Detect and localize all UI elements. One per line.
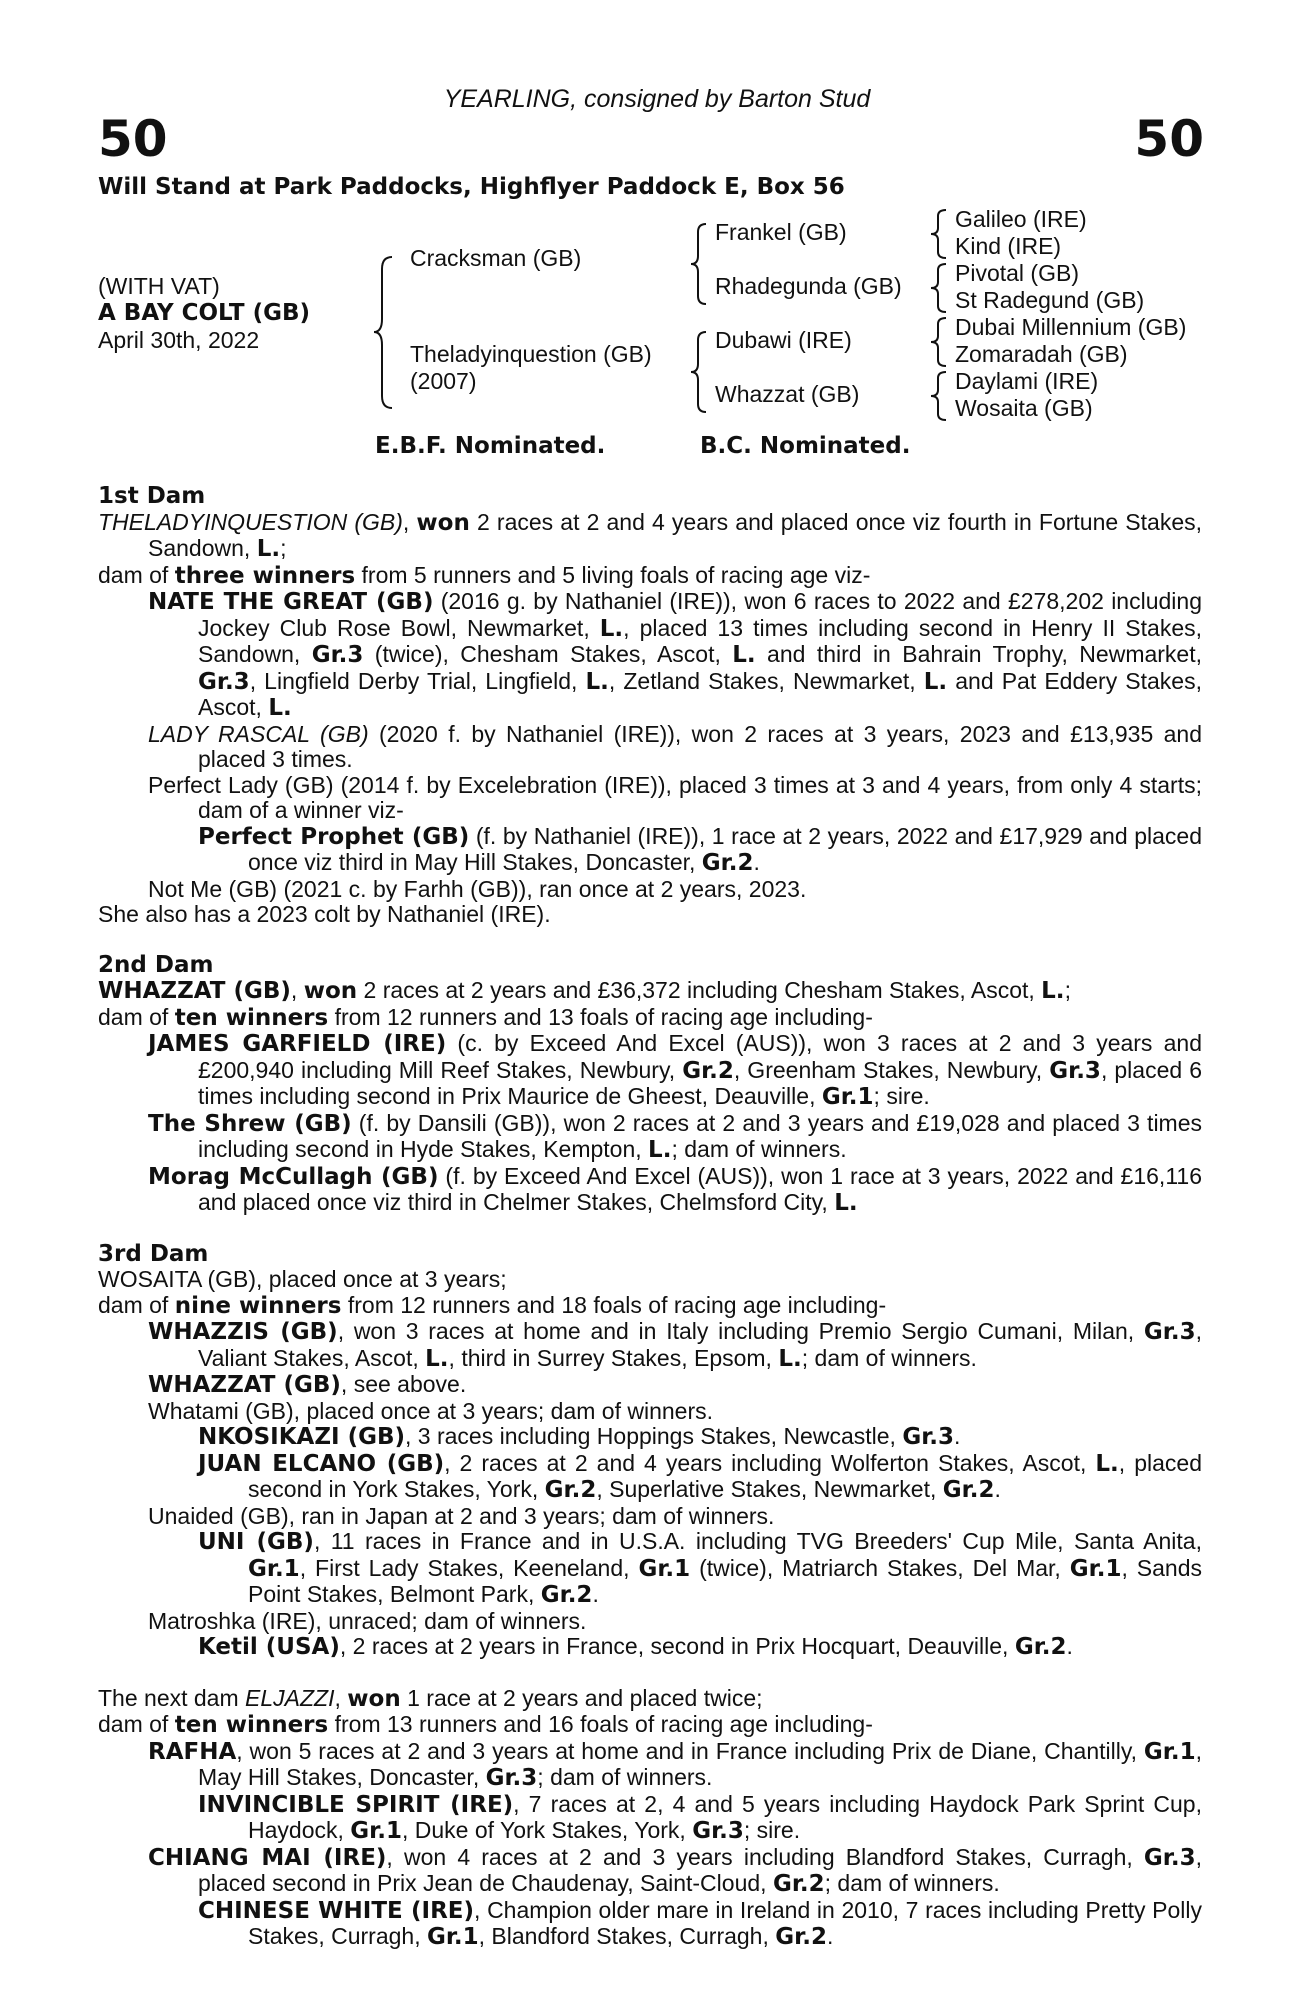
produce-entry: Matroshka (IRE), unraced; dam of winners. (148, 1607, 587, 1634)
produce-entry: WHAZZAT (GB), see above. (148, 1371, 467, 1398)
granddam-4: Wosaita (GB) (955, 395, 1093, 421)
grandsire-4: Daylami (IRE) (955, 368, 1099, 394)
brace-whazzat (928, 370, 952, 422)
stand-location: Will Stand at Park Paddocks, Highflyer Paddock E, Box 56 (98, 174, 845, 200)
brace-rhadegunda (928, 262, 952, 314)
produce-entry: NKOSIKAZI (GB), 3 races including Hoppings Stakes, Newcastle, Gr.3. (198, 1423, 961, 1450)
section-heading: 2nd Dam (98, 951, 214, 978)
bc-nominated: B.C. Nominated. (700, 433, 911, 459)
lot-name: A BAY COLT (GB) (98, 300, 311, 326)
sire: Cracksman (GB) (410, 245, 582, 271)
brace-main (370, 255, 400, 410)
produce-entry: Perfect Prophet (GB) (f. by Nathaniel (IRE)), 1 race at 2 years, 2022 and £17,929 and placed once viz third in May Hill Stakes, Doncaster, Gr.2. (198, 822, 1202, 876)
section-gap (98, 1217, 1202, 1242)
produce-entry: RAFHA, won 5 races at 2 and 3 years at home and in France including Prix de Diane, Chantilly, Gr.1, May Hill Stakes, Doncaster, Gr.3; dam of winners. (148, 1737, 1202, 1791)
dam-year: (2007) (410, 368, 477, 394)
produce-entry: UNI (GB), 11 races in France and in U.S.A. including TVG Breeders' Cup Mile, Santa Anita, Gr.1, First Lady Stakes, Keeneland, Gr.1 (twice), Matriarch Stakes, Del Mar, Gr.1, Sands Point Stakes, Belmont Park, Gr.2. (198, 1528, 1203, 1608)
section-heading: 3rd Dam (98, 1240, 209, 1267)
ebf-nominated: E.B.F. Nominated. (375, 433, 606, 459)
dam-dam: Whazzat (GB) (715, 381, 860, 407)
dam-sire: Dubawi (IRE) (715, 327, 852, 353)
brace-dubawi (928, 316, 952, 368)
granddam-1: Kind (IRE) (955, 233, 1062, 259)
consignment-line: YEARLING, consigned by Barton Stud (443, 85, 871, 113)
produce-entry: WHAZZIS (GB), won 3 races at home and in Italy including Premio Sergio Cumani, Milan, Gr.3, Valiant Stakes, Ascot, L., third in Surrey Stakes, Epsom, L.; dam of winners. (148, 1318, 1202, 1372)
produce-entry: WHAZZAT (GB), won 2 races at 2 years and £36,372 including Chesham Stakes, Ascot, L.; (98, 977, 1071, 1004)
produce-entry: Whatami (GB), placed once at 3 years; dam of winners. (148, 1397, 714, 1424)
section-gap (98, 1661, 1202, 1686)
produce-entry: dam of three winners from 5 runners and 5 living foals of racing age viz- (98, 561, 871, 589)
produce-entry: INVINCIBLE SPIRIT (IRE), 7 races at 2, 4 and 5 years including Haydock Park Sprint Cup, Haydock, Gr.1, Duke of York Stakes, York, Gr.3; sire. (198, 1790, 1202, 1844)
produce-entry: dam of nine winners from 12 runners and 18 foals of racing age including- (98, 1291, 887, 1319)
produce-entry: The next dam ELJAZZI, won 1 race at 2 years and placed twice; (98, 1684, 763, 1712)
sire-sire: Frankel (GB) (715, 219, 847, 245)
produce-entry: Not Me (GB) (2021 c. by Farhh (GB)), ran once at 2 years, 2023. (148, 875, 807, 902)
grandsire-3: Dubai Millennium (GB) (955, 314, 1187, 340)
produce-entry: dam of ten winners from 12 runners and 13 foals of racing age including- (98, 1003, 873, 1031)
produce-entry: NATE THE GREAT (GB) (2016 g. by Nathaniel (IRE)), won 6 races to 2022 and £278,202 including Jockey Club Rose Bowl, Newmarket, L., placed 13 times including second in Henry II Stakes, Sandown, Gr.3 (twice), Chesham Stakes, Ascot, L. and third in Bahrain Trophy, Newmarket, Gr.3, Lingfield Derby Trial, Lingfield, L., Zetland Stakes, Newmarket, L. and Pat Eddery Stakes, Ascot, L. (148, 588, 1203, 721)
granddam-2: St Radegund (GB) (955, 287, 1145, 313)
sire-dam: Rhadegunda (GB) (715, 273, 902, 299)
produce-entry: She also has a 2023 colt by Nathaniel (IRE). (98, 901, 551, 927)
foaling-date: April 30th, 2022 (98, 327, 260, 353)
produce-entry: LADY RASCAL (GB) (2020 f. by Nathaniel (IRE)), won 2 races at 3 years, 2023 and £13,935 and placed 3 times. (148, 720, 1202, 772)
grandsire-1: Galileo (IRE) (955, 206, 1087, 232)
dam-line-text (98, 484, 1202, 1951)
produce-entry: Morag McCullagh (GB) (f. by Exceed And Excel (AUS)), won 1 race at 3 years, 2022 and £16,116 and placed once viz third in Chelmer Stakes, Chelmsford City, L. (148, 1162, 1202, 1216)
produce-entry: Unaided (GB), ran in Japan at 2 and 3 years; dam of winners. (148, 1502, 775, 1529)
section-heading: 1st Dam (98, 483, 206, 509)
brace-frankel (928, 208, 952, 260)
lot-number-right: 50 (1134, 110, 1204, 168)
produce-entry: JUAN ELCANO (GB), 2 races at 2 and 4 years including Wolferton Stakes, Ascot, L., placed second in York Stakes, York, Gr.2, Superlative Stakes, Newmarket, Gr.2. (198, 1449, 1202, 1503)
produce-entry: THELADYINQUESTION (GB), won 2 races at 2 and 4 years and placed once viz fourth in Fortune Stakes, Sandown, L.; (98, 508, 1203, 562)
produce-entry: CHIANG MAI (IRE), won 4 races at 2 and 3 years including Blandford Stakes, Curragh, Gr.3, placed second in Prix Jean de Chaudenay, Saint-Cloud, Gr.2; dam of winners. (148, 1843, 1202, 1897)
lot-number-left: 50 (98, 110, 168, 168)
brace-dam (688, 330, 712, 414)
section-gap (98, 928, 1202, 953)
produce-entry: CHINESE WHITE (IRE), Champion older mare in Ireland in 2010, 7 races including Pretty Polly Stakes, Curragh, Gr.1, Blandford Stakes, Curragh, Gr.2. (198, 1896, 1202, 1950)
produce-entry: WOSAITA (GB), placed once at 3 years; (98, 1266, 507, 1292)
granddam-3: Zomaradah (GB) (955, 341, 1128, 367)
produce-entry: Ketil (USA), 2 races at 2 years in France, second in Prix Hocquart, Deauville, Gr.2. (198, 1633, 1073, 1660)
brace-sire (688, 222, 712, 306)
produce-entry: The Shrew (GB) (f. by Dansili (GB)), won 2 races at 2 and 3 years and £19,028 and placed 3 times including second in Hyde Stakes, Kempton, L.; dam of winners. (148, 1109, 1202, 1163)
grandsire-2: Pivotal (GB) (955, 260, 1079, 286)
produce-entry: dam of ten winners from 13 runners and 16 foals of racing age including- (98, 1711, 873, 1738)
produce-entry: Perfect Lady (GB) (2014 f. by Excelebration (IRE)), placed 3 times at 3 and 4 years, from only 4 starts; dam of a winner viz- (148, 771, 1202, 823)
vat-note: (WITH VAT) (98, 273, 220, 299)
dam: Theladyinquestion (GB) (410, 341, 652, 367)
produce-entry: JAMES GARFIELD (IRE) (c. by Exceed And Excel (AUS)), won 3 races at 2 and 3 years and £200,940 including Mill Reef Stakes, Newbury, Gr.2, Greenham Stakes, Newbury, Gr.3, placed 6 times including second in Prix Maurice de Gheest, Deauville, Gr.1; sire. (148, 1030, 1202, 1110)
